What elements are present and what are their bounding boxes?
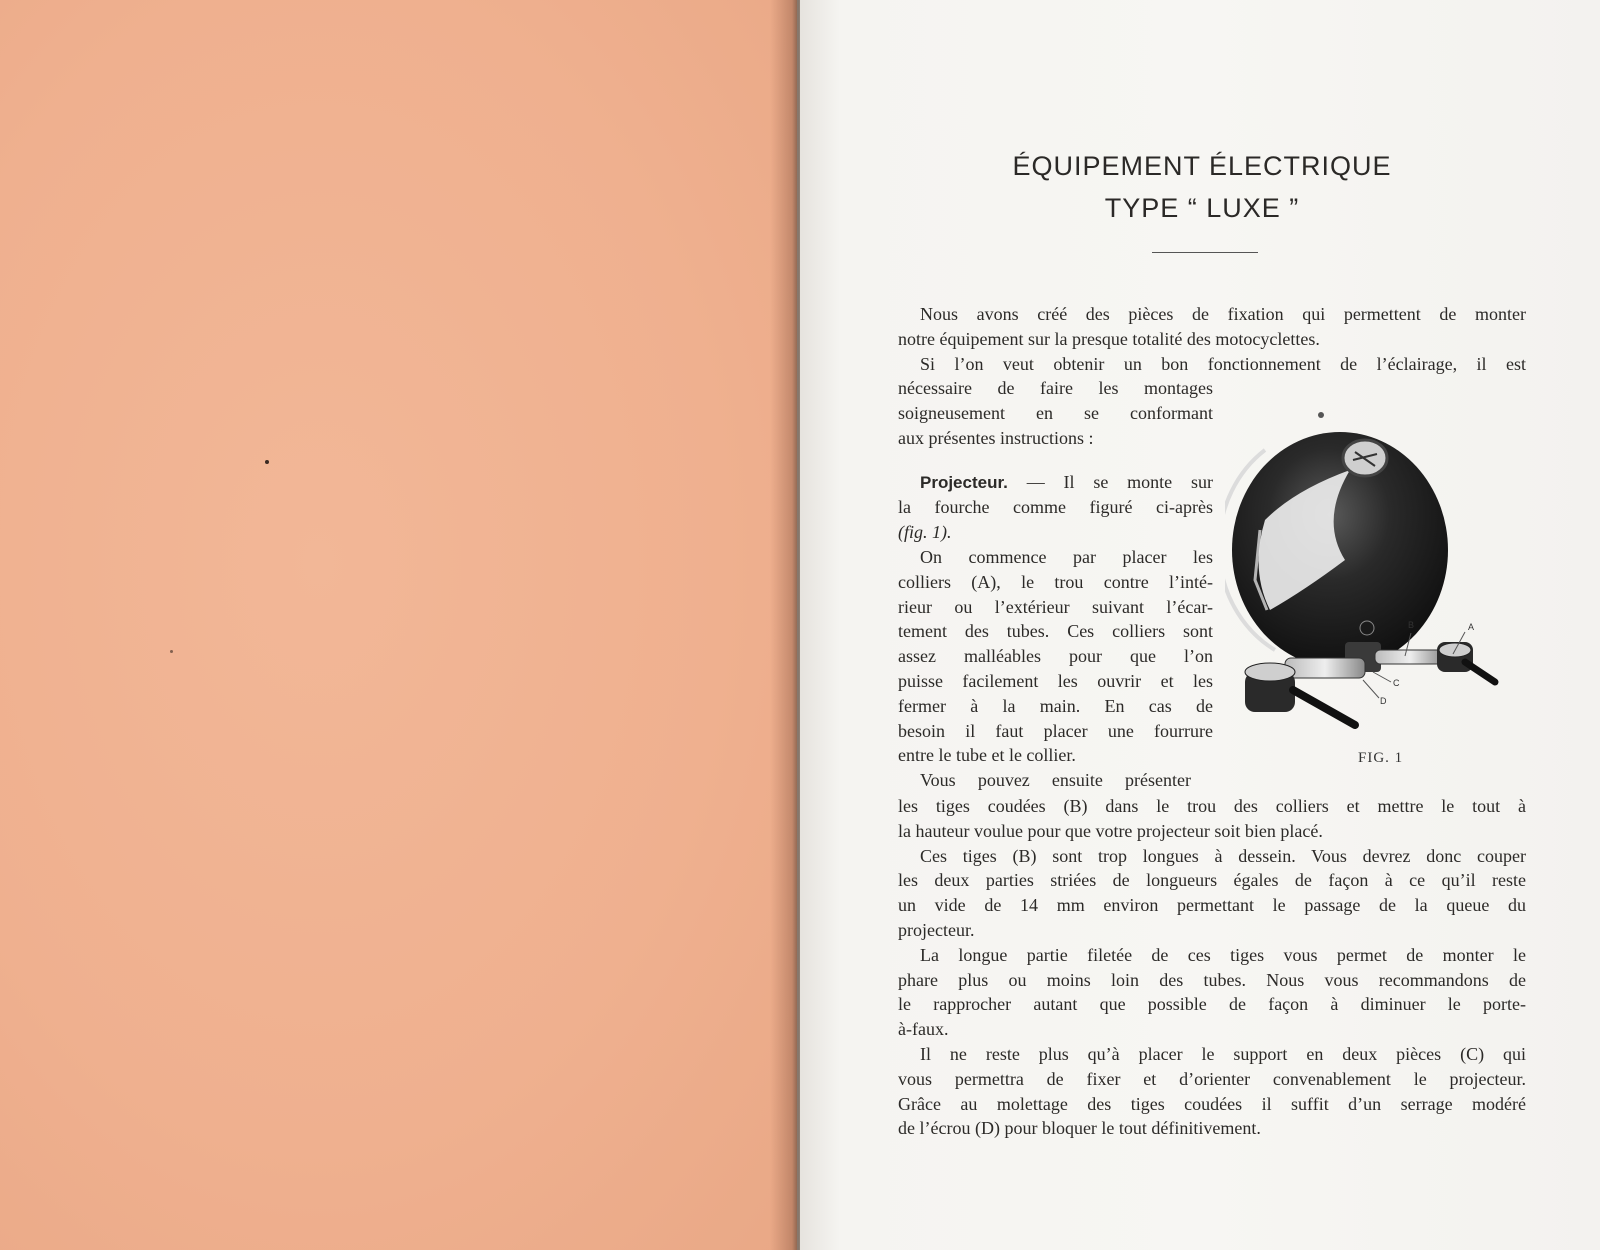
text-line: les deux parties striées de longueurs égales de façon à ce qu’il reste (898, 870, 1526, 891)
text-line: Vous pouvez ensuite présenter (920, 770, 1191, 791)
text-line: entre le tube et le collier. (898, 745, 1076, 766)
text-line: rieur ou l’extérieur suivant l’écar- (898, 596, 1213, 617)
text-line: besoin il faut placer une fourrure (898, 720, 1213, 741)
projecteur-label: Projecteur. (920, 473, 1008, 492)
text-line: soigneusement en se conformant (898, 402, 1213, 423)
page-title-line-1: ÉQUIPEMENT ÉLECTRIQUE (1012, 151, 1392, 181)
page-title-line-2: TYPE “ LUXE ” (1104, 193, 1300, 223)
text-line: (fig. 1). (898, 521, 952, 542)
label-a: A (1468, 622, 1475, 632)
text-line: Grâce au molettage des tiges coudées il suffit d’un serrage modéré (898, 1093, 1526, 1114)
text-line: assez malléables pour que l’on (898, 646, 1213, 667)
text-line: puisse facilement les ouvrir et les (898, 670, 1213, 691)
text-line (898, 470, 1213, 495)
label-d: D (1380, 696, 1387, 706)
text-line: vous permettra de fixer et d’orienter convenablement le projecteur. (898, 1068, 1526, 1089)
text-line: le rapprocher autant que possible de façon à diminuer le porte- (898, 994, 1526, 1015)
label-b: B (1408, 620, 1415, 630)
text-line: nécessaire de faire les montages (898, 378, 1213, 398)
text-line: Nous avons créé des pièces de fixation qui permettent de monter (920, 304, 1526, 324)
column-block-1 (898, 376, 1213, 450)
text-line: un vide de 14 mm environ permettant le passage de la queue du (898, 895, 1526, 916)
paper-speck (170, 650, 173, 653)
headlamp-figure (1225, 410, 1530, 750)
projecteur-block (898, 470, 1213, 544)
text-line: phare plus ou moins loin des tubes. Nous vous recommandons de (898, 969, 1526, 990)
paper-speck (265, 460, 269, 464)
text-line: projecteur. (898, 919, 975, 940)
text-line: On commence par placer les (920, 547, 1213, 567)
left-blank-page (0, 0, 797, 1250)
text-line: notre équipement sur la presque totalité des motocyclettes. (898, 328, 1320, 349)
text-line: la hauteur voulue pour que votre projecteur soit bien placé. (898, 820, 1323, 841)
body-block (898, 794, 1526, 1141)
column-block-2 (898, 545, 1213, 793)
text-line: colliers (A), le trou contre l’inté- (898, 571, 1213, 592)
text-line: les tiges coudées (B) dans le trou des colliers et mettre le tout à (898, 796, 1526, 816)
title-rule (1152, 252, 1258, 253)
text-line: Ces tiges (B) sont trop longues à dessein. Vous devrez donc couper (920, 845, 1526, 866)
figure-caption: FIG. 1 (1358, 750, 1404, 766)
text-line: à-faux. (898, 1019, 949, 1040)
projecteur-dash-text: — Il se monte sur (1007, 472, 1213, 492)
text-line: Si l’on veut obtenir un bon fonctionnement de l’éclairage, il est (920, 353, 1526, 374)
text-line: Il ne reste plus qu’à placer le support en deux pièces (C) qui (920, 1043, 1526, 1064)
text-line: aux présentes instructions : (898, 427, 1094, 448)
text-line: la fourche comme figuré ci-après (898, 496, 1213, 517)
text-line: La longue partie filetée de ces tiges vous permet de monter le (920, 944, 1526, 965)
text-line: fermer à la main. En cas de (898, 695, 1213, 716)
text-line: de l’écrou (D) pour bloquer le tout définitivement. (898, 1118, 1261, 1139)
label-c: C (1393, 678, 1400, 688)
text-line: tement des tubes. Ces colliers sont (898, 621, 1213, 642)
intro-block (898, 302, 1526, 376)
